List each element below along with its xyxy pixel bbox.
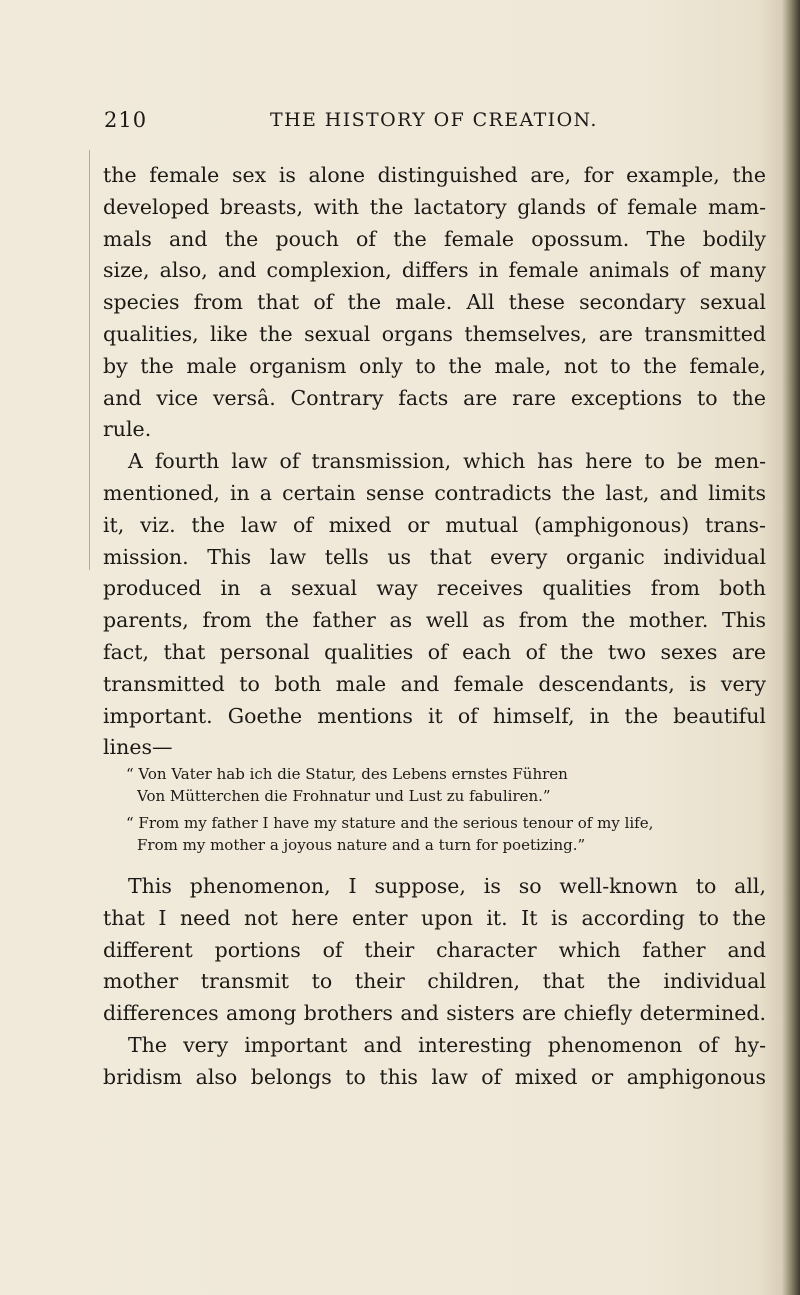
text-line: produced in a sexual way receives qualities from both (103, 576, 766, 601)
text-line: transmitted to both male and female descendants, is very (103, 671, 766, 696)
main-text (103, 160, 766, 764)
text-line: different portions of their character which father and (103, 937, 766, 962)
text-line: important. Goethe mentions it of himself, in the beautiful (103, 703, 766, 728)
text-line: A fourth law of transmission, which has here to be men- (128, 449, 766, 474)
text-line: mother transmit to their children, that the individual (103, 969, 766, 994)
text-line: size, also, and complexion, differs in female animals of many (103, 258, 766, 283)
text-line: mentioned, in a certain sense contradicts the last, and limits (103, 480, 766, 505)
running-head: THE HISTORY OF CREATION. (270, 109, 598, 131)
text-line: fact, that personal qualities of each of the two sexes are (103, 639, 766, 664)
text-line: that I need not here enter upon it. It is according to the (103, 905, 766, 930)
text-line: mals and the pouch of the female opossum. The bodily (103, 226, 766, 251)
text-line: species from that of the male. All these secondary sexual (103, 290, 766, 315)
text-line: parents, from the father as well as from the mother. This (103, 608, 766, 633)
quote-line: “ Von Vater hab ich die Statur, des Lebens ernstes Führen (126, 765, 568, 783)
text-line: mission. This law tells us that every organic individual (103, 544, 766, 569)
text-line: lines— (103, 735, 173, 760)
german-quotation (126, 763, 686, 807)
text-line: and vice versâ. Contrary facts are rare exceptions to the (103, 385, 766, 410)
text-line: rule. (103, 417, 152, 442)
binding-shadow (782, 0, 800, 1295)
english-quotation (126, 812, 686, 856)
quote-line: From my mother a joyous nature and a turn for poetizing.” (137, 836, 586, 854)
main-text-continued (103, 871, 766, 1094)
quote-line: “ From my father I have my stature and the serious tenour of my life, (126, 814, 654, 832)
text-line: it, viz. the law of mixed or mutual (amphigonous) trans- (103, 512, 766, 537)
text-line: The very important and interesting phenomenon of hy- (128, 1032, 766, 1057)
text-line: bridism also belongs to this law of mixed or amphigonous (103, 1064, 766, 1089)
text-line: This phenomenon, I suppose, is so well-known to all, (128, 874, 766, 898)
text-line: the female sex is alone distinguished are, for example, the (103, 163, 766, 187)
page-header (104, 108, 664, 138)
text-line: qualities, like the sexual organs themselves, are transmitted (103, 321, 766, 346)
text-line: developed breasts, with the lactatory glands of female mam- (103, 194, 766, 219)
margin-pencil-mark (89, 150, 90, 570)
page-number: 210 (104, 108, 148, 132)
text-line: differences among brothers and sisters are chiefly determined. (103, 1001, 766, 1026)
quote-line: Von Mütterchen die Frohnatur und Lust zu fabuliren.” (137, 787, 551, 805)
text-line: by the male organism only to the male, not to the female, (103, 353, 766, 378)
